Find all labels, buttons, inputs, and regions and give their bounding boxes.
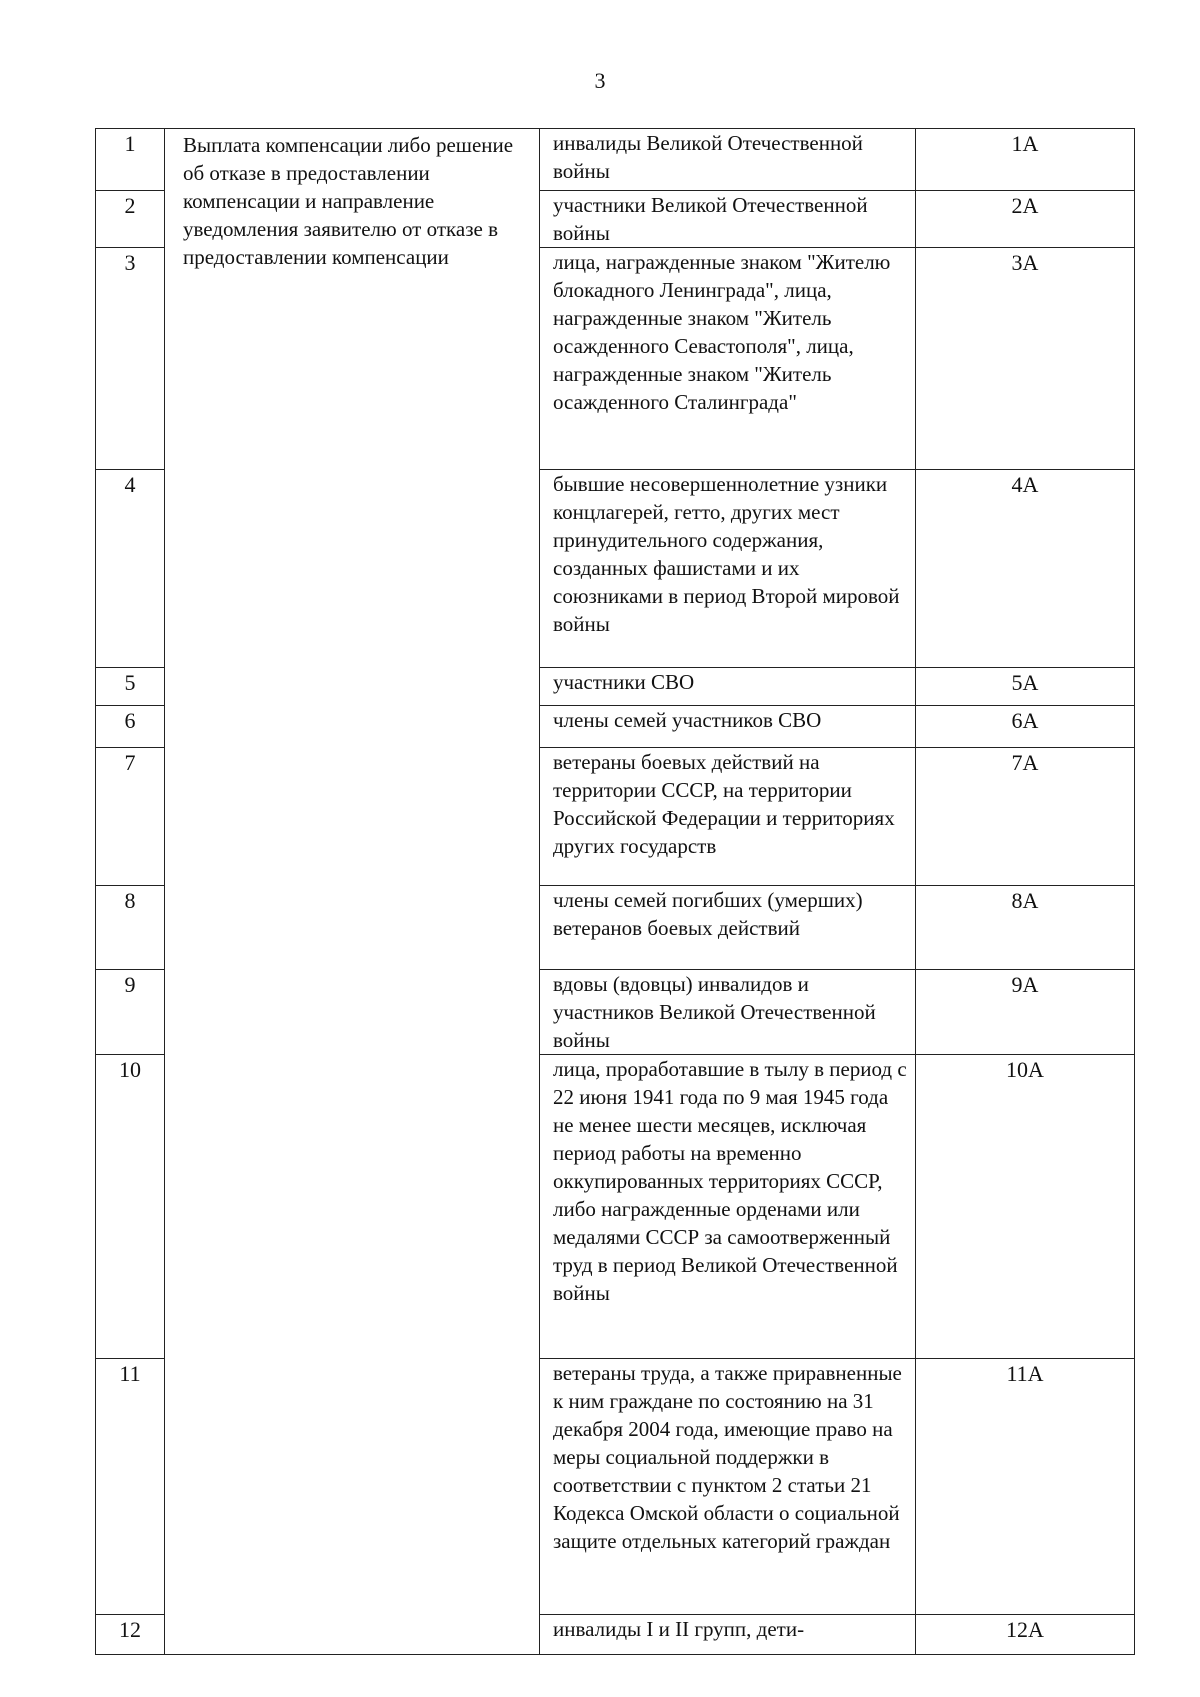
category-text: лица, проработавшие в тылу в период с 22 июня 1941 года по 9 мая 1945 года не менее шести месяцев, исключая период работы на временно оккупированных территориях СССР, либо награжденные орденами или медалями СССР за самоотверженный труд в период Великой Отечественной войны — [540, 1055, 916, 1359]
row-number: 2 — [96, 191, 165, 248]
row-number: 5 — [96, 668, 165, 706]
row-number: 6 — [96, 706, 165, 748]
category-code: 11А — [916, 1359, 1135, 1615]
category-code: 2А — [916, 191, 1135, 248]
category-text: участники СВО — [540, 668, 916, 706]
category-code: 7А — [916, 748, 1135, 886]
category-code: 10А — [916, 1055, 1135, 1359]
row-number: 7 — [96, 748, 165, 886]
row-number: 8 — [96, 886, 165, 970]
category-text: члены семей погибших (умерших) ветеранов боевых действий — [540, 886, 916, 970]
category-text: вдовы (вдовцы) инвалидов и участников Великой Отечественной войны — [540, 970, 916, 1055]
service-description: Выплата компенсации либо решение об отказе в предоставлении компенсации и направление уведомления заявителю от отказе в предоставлении компенсации — [165, 129, 540, 1655]
row-number: 12 — [96, 1615, 165, 1655]
category-code: 5А — [916, 668, 1135, 706]
row-number: 11 — [96, 1359, 165, 1615]
category-code: 4А — [916, 470, 1135, 668]
row-number: 9 — [96, 970, 165, 1055]
category-text: ветераны боевых действий на территории СССР, на территории Российской Федерации и территориях других государств — [540, 748, 916, 886]
category-text: участники Великой Отечественной войны — [540, 191, 916, 248]
category-code: 6А — [916, 706, 1135, 748]
category-text: бывшие несовершеннолетние узники концлагерей, гетто, других мест принудительного содержания, созданных фашистами и их союзниками в период Второй мировой войны — [540, 470, 916, 668]
row-number: 4 — [96, 470, 165, 668]
compensation-table — [95, 128, 1101, 1655]
category-code: 12А — [916, 1615, 1135, 1655]
category-text: ветераны труда, а также приравненные к ним граждане по состоянию на 31 декабря 2004 года, имеющие право на меры социальной поддержки в соответствии с пунктом 2 статьи 21 Кодекса Омской области о социальной защите отдельных категорий граждан — [540, 1359, 916, 1615]
category-text: члены семей участников СВО — [540, 706, 916, 748]
row-number: 3 — [96, 248, 165, 470]
category-code: 3А — [916, 248, 1135, 470]
category-code: 9А — [916, 970, 1135, 1055]
row-number: 10 — [96, 1055, 165, 1359]
page-number: 3 — [594, 68, 606, 93]
table-row — [96, 129, 1135, 191]
category-text: инвалиды I и II групп, дети- — [540, 1615, 916, 1655]
row-number: 1 — [96, 129, 165, 191]
category-code: 1А — [916, 129, 1135, 191]
category-text: инвалиды Великой Отечественной войны — [540, 129, 916, 191]
category-code: 8А — [916, 886, 1135, 970]
category-text: лица, награжденные знаком "Жителю блокадного Ленинграда", лица, награжденные знаком "Житель осажденного Севастополя", лица, награжденные знаком "Житель осажденного Сталинграда" — [540, 248, 916, 470]
